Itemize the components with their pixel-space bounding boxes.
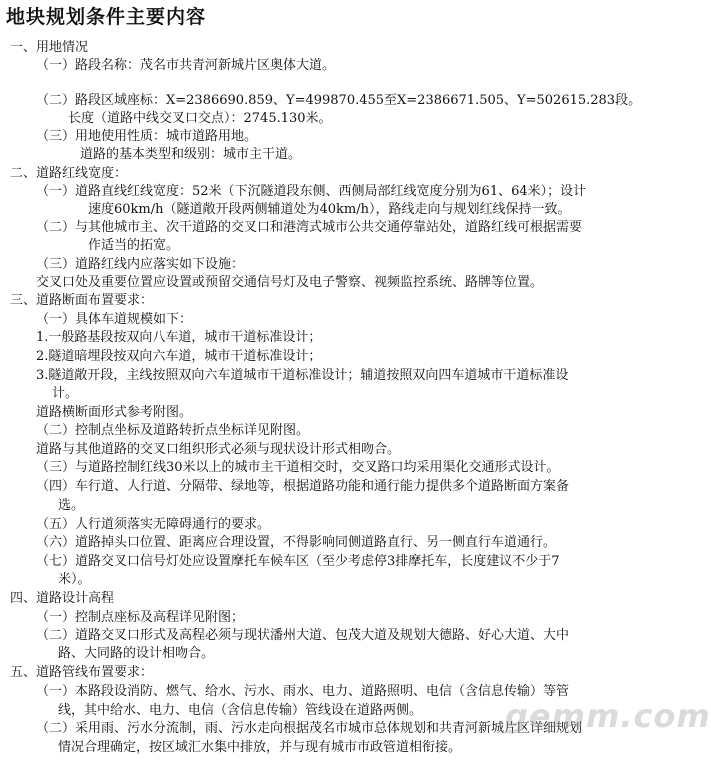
text-line: 速度60km/h（隧道敞开段两侧辅道处为40km/h），路线走向与规划红线保持一致。 bbox=[88, 202, 571, 217]
text-line: 线，其中给水、电力、电信（含信息传输）管线设在道路两侧。 bbox=[58, 703, 423, 718]
text-line: 选。 bbox=[58, 498, 85, 513]
text-line: （四）车行道、人行道、分隔带、绿地等，根据道路功能和通行能力提供多个道路断面方案备 bbox=[36, 479, 570, 494]
text-line: （一）具体车道规模如下： bbox=[36, 312, 193, 327]
text-line: （三）与道路控制红线30米以上的城市主干道相交时，交叉路口均采用渠化交通形式设计。 bbox=[36, 460, 560, 475]
text-line: 交叉口处及重要位置应设置或预留交通信号灯及电子警察、视频监控系统、路牌等位置。 bbox=[36, 275, 544, 290]
text-line: （二）控制点坐标及道路转折点坐标详见附图。 bbox=[36, 423, 310, 438]
site-watermark: gemm.com bbox=[505, 697, 711, 735]
text-line: 道路的基本类型和级别：城市主干道。 bbox=[80, 147, 302, 162]
text-line: 3.隧道敞开段，主线按照双向六车道城市干道标准设计；辅道按照双向四车道城市干道标准设 bbox=[36, 368, 569, 383]
text-line: 作适当的拓宽。 bbox=[88, 238, 180, 253]
text-line: （七）道路交叉口信号灯处应设置摩托车候车区（至少考虑停3排摩托车，长度建议不少于7 bbox=[36, 554, 560, 569]
text-line: （一）路段名称：茂名市共青河新城片区奥体大道。 bbox=[36, 58, 336, 73]
text-line: 路、大同路的设计相吻合。 bbox=[58, 646, 215, 661]
section-heading-1: 一、用地情况 bbox=[10, 40, 89, 55]
text-line: （六）道路掉头口位置、距离应合理设置，不得影响同侧道路直行、另一侧直行车道通行。 bbox=[36, 535, 557, 550]
text-line: （二）与其他城市主、次干道路的交叉口和港湾式城市公共交通停靠站处，道路红线可根据需要 bbox=[36, 220, 583, 235]
text-line: 道路横断面形式参考附图。 bbox=[36, 405, 193, 420]
text-line: （二）采用雨、污水分流制，雨、污水走向根据茂名市城市总体规划和共青河新城片区详细规划 bbox=[36, 721, 583, 736]
text-line: （一）道路直线红线宽度：52米（下沉隧道段东侧、西侧局部红线宽度分别为61、64米）；设计 bbox=[36, 184, 587, 199]
section-heading-2: 二、道路红线宽度： bbox=[10, 166, 128, 181]
text-line: （二）路段区域座标：X=2386690.859、Y=499870.455至X=2386671.505、Y=502615.283段。 bbox=[36, 93, 642, 108]
text-line: 2.隧道暗埋段按双向六车道，城市干道标准设计； bbox=[36, 349, 322, 364]
text-line: （一）本路段设消防、燃气、给水、污水、雨水、电力、道路照明、电信（含信息传输）等管 bbox=[36, 684, 570, 699]
text-line: （一）控制点座标及高程详见附图； bbox=[36, 610, 245, 625]
text-line: 1.一般路基段按双向八车道，城市干道标准设计； bbox=[36, 330, 322, 345]
text-line: 道路与其他道路的交叉口组织形式必须与现状设计形式相吻合。 bbox=[36, 442, 401, 457]
text-line: 计。 bbox=[52, 386, 79, 401]
text-line: （三）用地使用性质：城市道路用地。 bbox=[36, 129, 258, 144]
section-heading-4: 四、道路设计高程 bbox=[10, 591, 115, 606]
page-title: 地块规划条件主要内容 bbox=[6, 6, 207, 28]
text-line: （三）道路红线内应落实如下设施： bbox=[36, 257, 245, 272]
text-line: 情况合理确定，按区域汇水集中排放，并与现有城市市政管道相衔接。 bbox=[58, 740, 462, 755]
section-heading-3: 三、道路断面布置要求： bbox=[10, 293, 154, 308]
text-line: （二）道路交叉口形式及高程必须与现状潘州大道、包茂大道及规划大德路、好心大道、大中 bbox=[36, 628, 570, 643]
text-line: 长度（道路中线交叉口交点）：2745.130米。 bbox=[68, 111, 332, 126]
section-heading-5: 五、道路管线布置要求： bbox=[10, 665, 154, 680]
text-line: 米）。 bbox=[58, 572, 91, 587]
text-line: （五）人行道须落实无障碍通行的要求。 bbox=[36, 517, 271, 532]
